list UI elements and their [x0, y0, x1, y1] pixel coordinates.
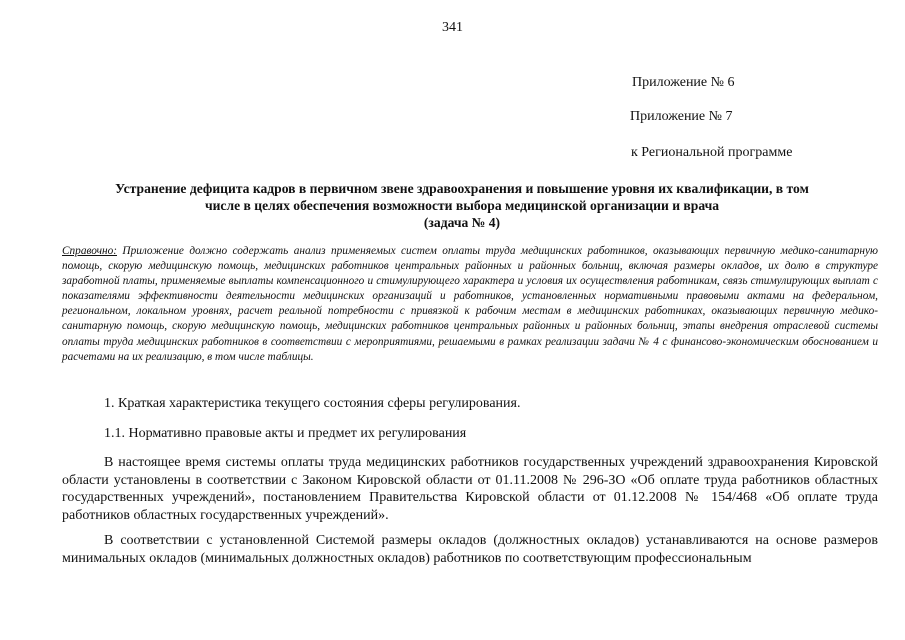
annex-program-label: к Региональной программе	[631, 145, 793, 160]
section-heading-1-1: 1.1. Нормативно правовые акты и предмет их регулирования	[104, 426, 467, 441]
reference-note	[62, 244, 878, 365]
reference-label: Справочно:	[62, 245, 117, 257]
reference-text: Приложение должно содержать анализ применяемых систем оплаты труда медицинских работников, оказывающих первичную медико-санитарную помощь, скорую медицинскую помощь, медицинских работников центральных районных и районных больниц, включая размеры окладов, их долю в структуре заработной платы, применяемые выплаты компенсационного и стимулирующего характера и условия их осуществления работникам, связь стимулирующих выплат с показателями эффективности деятельности медицинских организаций и работников, установленных нормативными правовыми актами на федеральном, региональном, локальном уровнях, расчет реальной потребности с привязкой к рабочим местам в медицинских работниках, оказывающих первичную медико-санитарную помощь, скорую медицинскую помощь, медицинских работников центральных районных и районных больниц, этапы внедрения отраслевой системы оплаты труда медицинских работников в соответствии с мероприятиями, решаемыми в рамках реализации задачи № 4 с финансово-экономическим обоснованием и расчетами на их реализацию, в том числе таблицы.	[62, 245, 878, 363]
title-line-3: (задача № 4)	[423, 215, 501, 230]
section-heading-1: 1. Краткая характеристика текущего состояния сферы регулирования.	[104, 396, 521, 411]
paragraph-legal-acts: В настоящее время системы оплаты труда медицинских работников государственных учреждений здравоохранения Кировской области установлены в соответствии с Законом Кировской области от 01.11.2008 № 296-ЗО «Об оплате труда работников областных государственных учреждений», постановлением Правительства Кировской области от 01.12.2008 № 154/468 «Об оплате труда работников областных государственных учреждений».	[62, 455, 878, 523]
title-line-2: числе в целях обеспечения возможности выбора медицинской организации и врача	[204, 198, 720, 213]
annex-7-label: Приложение № 7	[630, 109, 733, 124]
title-line-1: Устранение дефицита кадров в первичном звене здравоохранения и повышение уровня их квалификации, в том	[115, 181, 809, 196]
page-number: 341	[442, 20, 463, 35]
document-title	[62, 180, 862, 231]
annex-6-label: Приложение № 6	[632, 75, 735, 90]
paragraph-salary-system: В соответствии с установленной Системой размеры окладов (должностных окладов) устанавливаются на основе размеров минимальных окладов (минимальных должностных окладов) работников по соответствующим профессиональным	[62, 533, 878, 566]
